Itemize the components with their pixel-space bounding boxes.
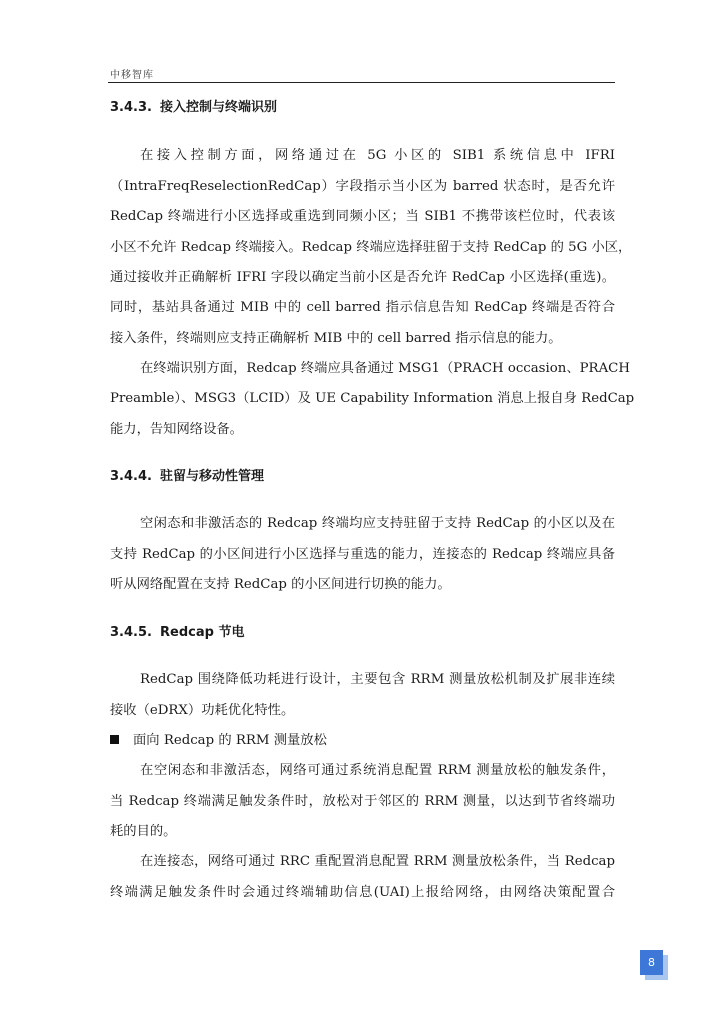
section-title: 驻留与移动性管理	[160, 469, 265, 484]
paragraph-line: 在接入控制方面，网络通过在 5G 小区的 SIB1 系统信息中 IFRI	[140, 148, 615, 163]
section-title: Redcap 节电	[160, 625, 245, 640]
section-heading-3-4-3	[110, 96, 277, 115]
paragraph-line: 在空闲态和非激活态，网络可通过系统消息配置 RRM 测量放松的触发条件，	[140, 763, 615, 778]
section-number: 3.4.4.	[110, 469, 152, 484]
paragraph-line: Preamble）、MSG3（LCID）及 UE Capability Information 消息上报自身 RedCap	[110, 391, 635, 406]
paragraph-line: 终端满足触发条件时会通过终端辅助信息(UAI)上报给网络，由网络决策配置合	[110, 885, 615, 900]
section-number: 3.4.3.	[110, 100, 152, 115]
section-number: 3.4.5.	[110, 625, 152, 640]
paragraph-line: （IntraFreqReselectionRedCap）字段指示当小区为 barred 状态时，是否允许	[110, 179, 615, 194]
paragraph-line: 在连接态，网络可通过 RRC 重配置消息配置 RRM 测量放松条件，当 Redcap	[140, 854, 615, 869]
paragraph-line: 耗的目的。	[110, 824, 177, 839]
section-heading-3-4-5	[110, 621, 244, 640]
paragraph-line: 听从网络配置在支持 RedCap 的小区间进行切换的能力。	[110, 577, 451, 592]
paragraph-line: 当 Redcap 终端满足触发条件时，放松对于邻区的 RRM 测量，以达到节省终端功	[110, 794, 615, 809]
paragraph-line: 空闲态和非激活态的 Redcap 终端均应支持驻留于支持 RedCap 的小区以及在	[140, 516, 615, 531]
paragraph-line: 同时，基站具备通过 MIB 中的 cell barred 指示信息告知 RedCap 终端是否符合	[110, 300, 615, 315]
page-number-badge: 8	[640, 950, 663, 975]
header-label: 中移智库	[110, 70, 154, 81]
paragraph-line: RedCap 终端进行小区选择或重选到同频小区；当 SIB1 不携带该栏位时，代表该	[110, 209, 615, 224]
paragraph-line: 能力，告知网络设备。	[110, 422, 243, 437]
paragraph-line: 支持 RedCap 的小区间进行小区选择与重选的能力，连接态的 Redcap 终端应具备	[110, 547, 615, 562]
header-rule	[108, 82, 615, 83]
paragraph-line: 小区不允许 Redcap 终端接入。Redcap 终端应选择驻留于支持 RedCap 的 5G 小区，	[110, 240, 632, 255]
paragraph-line: 通过接收并正确解析 IFRI 字段以确定当前小区是否允许 RedCap 小区选择(重选)。	[110, 270, 615, 285]
square-bullet-icon	[110, 735, 119, 744]
bullet-text: 面向 Redcap 的 RRM 测量放松	[133, 733, 327, 748]
paragraph-line: 接收（eDRX）功耗优化特性。	[110, 703, 295, 718]
section-title: 接入控制与终端识别	[160, 100, 278, 115]
paragraph-line: RedCap 围绕降低功耗进行设计，主要包含 RRM 测量放松机制及扩展非连续	[140, 672, 615, 687]
paragraph-line: 接入条件，终端则应支持正确解析 MIB 中的 cell barred 指示信息的能力。	[110, 331, 562, 346]
section-heading-3-4-4	[110, 465, 264, 484]
bullet-item	[110, 732, 327, 750]
paragraph-line: 在终端识别方面，Redcap 终端应具备通过 MSG1（PRACH occasion、PRACH	[140, 361, 630, 376]
